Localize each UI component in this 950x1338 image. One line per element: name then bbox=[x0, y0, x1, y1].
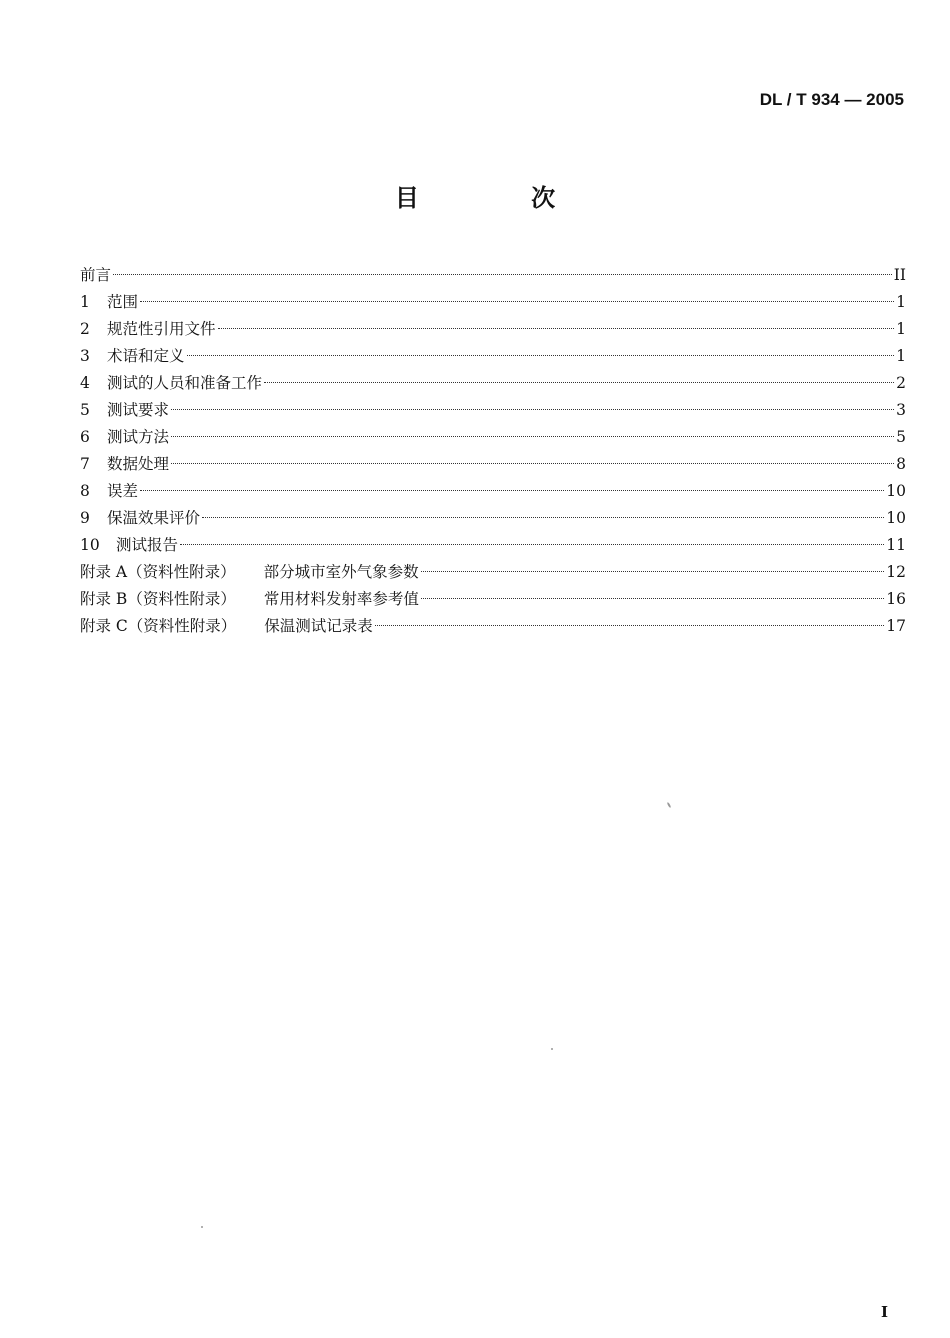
toc-entry-label: 数据处理 bbox=[107, 455, 170, 473]
dot-leader bbox=[140, 490, 884, 491]
toc-entry-5[interactable] bbox=[80, 397, 906, 424]
toc-annex-title: 部分城市室外气象参数 bbox=[263, 563, 419, 581]
toc-entry-page: 10 bbox=[886, 482, 906, 500]
toc-entry-7[interactable] bbox=[80, 451, 906, 478]
toc-entry-page: 5 bbox=[896, 428, 906, 446]
toc-entry-number: 4 bbox=[80, 374, 90, 392]
toc-entry-foreword[interactable] bbox=[80, 262, 906, 289]
page-title: 目 次 bbox=[394, 184, 608, 212]
toc-entry-number: 1 bbox=[80, 293, 90, 311]
toc-entry-page: 12 bbox=[886, 563, 906, 581]
toc-entry-annex-c[interactable] bbox=[80, 613, 906, 640]
toc-entry-page: II bbox=[893, 266, 906, 284]
toc-entry-number: 9 bbox=[80, 509, 90, 527]
toc-entry-page: 1 bbox=[896, 320, 906, 338]
toc-entry-annex-b[interactable] bbox=[80, 586, 906, 613]
dot-leader bbox=[375, 625, 884, 626]
toc-entry-label: 附录 A（资料性附录） bbox=[80, 563, 236, 581]
toc-entry-label: 测试要求 bbox=[107, 401, 170, 419]
toc-entry-label: 前言 bbox=[80, 266, 112, 284]
dot-leader bbox=[421, 571, 885, 572]
toc-entry-page: 1 bbox=[896, 293, 906, 311]
dot-leader bbox=[171, 463, 894, 464]
standard-code: DL / T 934 — 2005 bbox=[759, 90, 904, 109]
scan-speck bbox=[667, 802, 672, 808]
dot-leader bbox=[218, 328, 895, 329]
toc-entry-number: 5 bbox=[80, 401, 90, 419]
toc-entry-page: 16 bbox=[886, 590, 906, 608]
toc-entry-2[interactable] bbox=[80, 316, 906, 343]
dot-leader bbox=[140, 301, 894, 302]
toc-entry-label: 附录 B（资料性附录） bbox=[80, 590, 236, 608]
dot-leader bbox=[264, 382, 894, 383]
toc-entry-1[interactable] bbox=[80, 289, 906, 316]
toc-entry-page: 10 bbox=[886, 509, 906, 527]
toc-entry-page: 3 bbox=[896, 401, 906, 419]
toc-entry-page: 8 bbox=[896, 455, 906, 473]
toc-entry-page: 2 bbox=[896, 374, 906, 392]
toc-entry-page: 11 bbox=[886, 536, 906, 554]
toc-entry-label: 测试方法 bbox=[107, 428, 170, 446]
toc-entry-label: 测试报告 bbox=[116, 536, 179, 554]
toc-entry-label: 范围 bbox=[107, 293, 139, 311]
toc-entry-label: 保温效果评价 bbox=[107, 509, 201, 527]
scan-speck bbox=[551, 1048, 553, 1050]
toc-entry-annex-a[interactable] bbox=[80, 559, 906, 586]
toc-entry-number: 6 bbox=[80, 428, 90, 446]
toc-entry-6[interactable] bbox=[80, 424, 906, 451]
dot-leader bbox=[113, 274, 892, 275]
toc-entry-label: 误差 bbox=[107, 482, 139, 500]
toc-entry-label: 规范性引用文件 bbox=[107, 320, 216, 338]
dot-leader bbox=[180, 544, 884, 545]
dot-leader bbox=[171, 436, 894, 437]
toc-entry-page: 1 bbox=[896, 347, 906, 365]
toc-entry-number: 10 bbox=[80, 536, 100, 554]
toc-entry-number: 7 bbox=[80, 455, 90, 473]
scan-speck bbox=[201, 1226, 203, 1228]
dot-leader bbox=[171, 409, 894, 410]
toc-entry-4[interactable] bbox=[80, 370, 906, 397]
page-number: I bbox=[880, 1303, 888, 1321]
toc-entry-3[interactable] bbox=[80, 343, 906, 370]
toc-entry-number: 2 bbox=[80, 320, 90, 338]
toc-entry-number: 3 bbox=[80, 347, 90, 365]
toc-entry-8[interactable] bbox=[80, 478, 906, 505]
toc-entry-10[interactable] bbox=[80, 532, 906, 559]
table-of-contents bbox=[80, 262, 906, 640]
toc-entry-label: 术语和定义 bbox=[107, 347, 185, 365]
dot-leader bbox=[421, 598, 884, 599]
toc-entry-label: 附录 C（资料性附录） bbox=[80, 617, 237, 635]
dot-leader bbox=[202, 517, 884, 518]
toc-annex-title: 保温测试记录表 bbox=[264, 617, 373, 635]
toc-annex-title: 常用材料发射率参考值 bbox=[263, 590, 419, 608]
toc-entry-label: 测试的人员和准备工作 bbox=[107, 374, 263, 392]
toc-entry-9[interactable] bbox=[80, 505, 906, 532]
toc-entry-number: 8 bbox=[80, 482, 90, 500]
dot-leader bbox=[187, 355, 895, 356]
toc-entry-page: 17 bbox=[886, 617, 906, 635]
